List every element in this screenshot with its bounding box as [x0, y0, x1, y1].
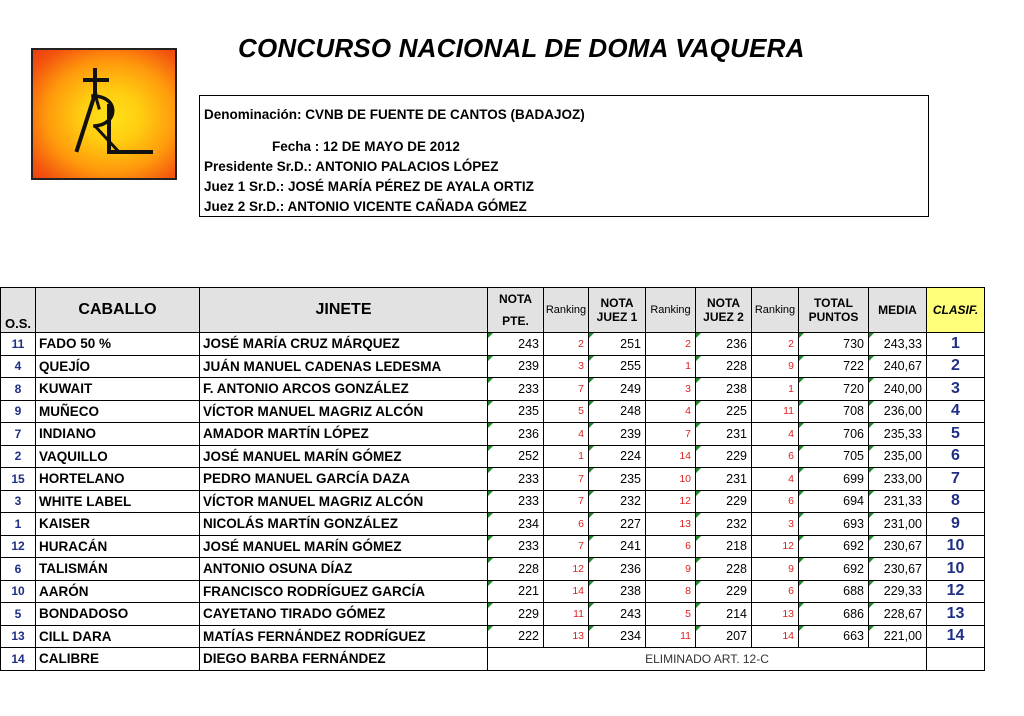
table-cell-clasif: 14 — [927, 625, 985, 648]
table-cell-nota-juez2: 225 — [696, 400, 752, 423]
table-cell-caballo: FADO 50 % — [36, 333, 200, 356]
table-cell-nota-pte: 239 — [488, 355, 544, 378]
table-cell-jinete: DIEGO BARBA FERNÁNDEZ — [200, 648, 488, 671]
table-row — [1, 333, 985, 356]
table-cell-nota-juez1: 227 — [589, 513, 646, 536]
table-cell-ranking-juez2: 6 — [752, 445, 799, 468]
table-cell-nota-pte: 234 — [488, 513, 544, 536]
header-nota-pte — [488, 288, 544, 333]
table-cell-media: 231,00 — [869, 513, 927, 536]
table-row — [1, 378, 985, 401]
table-cell-total: 706 — [799, 423, 869, 446]
table-cell-nota-juez2: 236 — [696, 333, 752, 356]
table-cell-media: 230,67 — [869, 535, 927, 558]
table-cell-ranking-juez2: 3 — [752, 513, 799, 536]
table-cell-ranking-juez2: 4 — [752, 468, 799, 491]
header-nota-juez1-line2: JUEZ 1 — [596, 310, 638, 324]
table-row — [1, 490, 985, 513]
table-cell-total: 688 — [799, 580, 869, 603]
table-cell-total: 708 — [799, 400, 869, 423]
table-cell-nota-juez1: 249 — [589, 378, 646, 401]
table-cell-os: 7 — [1, 423, 36, 446]
table-cell-media: 243,33 — [869, 333, 927, 356]
table-cell-ranking-pte: 6 — [544, 513, 589, 536]
table-cell-clasif: 4 — [927, 400, 985, 423]
table-cell-media: 235,33 — [869, 423, 927, 446]
header-nota-juez2-line2: JUEZ 2 — [703, 310, 744, 324]
table-cell-ranking-juez2: 6 — [752, 490, 799, 513]
table-cell-nota-juez1: 235 — [589, 468, 646, 491]
table-cell-media: 229,33 — [869, 580, 927, 603]
table-cell-clasif: 12 — [927, 580, 985, 603]
table-cell-total: 663 — [799, 625, 869, 648]
table-cell-caballo: BONDADOSO — [36, 603, 200, 626]
presidente-text: Presidente Sr.D.: ANTONIO PALACIOS LÓPEZ — [204, 159, 499, 174]
table-cell-clasif: 10 — [927, 535, 985, 558]
table-cell-jinete: CAYETANO TIRADO GÓMEZ — [200, 603, 488, 626]
header-total-puntos — [799, 288, 869, 333]
eliminated-note: ELIMINADO ART. 12-C — [488, 648, 927, 671]
table-cell-nota-juez2: 218 — [696, 535, 752, 558]
header-media: MEDIA — [869, 288, 927, 333]
table-cell-nota-pte: 221 — [488, 580, 544, 603]
table-cell-total: 694 — [799, 490, 869, 513]
table-cell-media: 231,33 — [869, 490, 927, 513]
table-cell-nota-juez1: 236 — [589, 558, 646, 581]
table-cell-os: 10 — [1, 580, 36, 603]
table-cell-os: 2 — [1, 445, 36, 468]
table-cell-nota-juez1: 234 — [589, 625, 646, 648]
table-cell-ranking-pte: 7 — [544, 378, 589, 401]
table-cell-caballo: KAISER — [36, 513, 200, 536]
table-cell-caballo: KUWAIT — [36, 378, 200, 401]
table-cell-os: 6 — [1, 558, 36, 581]
table-cell-media: 235,00 — [869, 445, 927, 468]
header-nota-juez2 — [696, 288, 752, 333]
table-cell-ranking-juez2: 9 — [752, 558, 799, 581]
table-cell-nota-pte: 233 — [488, 468, 544, 491]
table-cell-ranking-juez1: 8 — [646, 580, 696, 603]
results-table — [0, 287, 985, 671]
table-cell-nota-juez1: 232 — [589, 490, 646, 513]
juez2-text: Juez 2 Sr.D.: ANTONIO VICENTE CAÑADA GÓMEZ — [204, 199, 527, 214]
table-cell-ranking-pte: 7 — [544, 535, 589, 558]
table-cell-nota-juez1: 238 — [589, 580, 646, 603]
table-cell-total: 720 — [799, 378, 869, 401]
table-cell-jinete: ANTONIO OSUNA DÍAZ — [200, 558, 488, 581]
table-cell-caballo: WHITE LABEL — [36, 490, 200, 513]
table-row — [1, 513, 985, 536]
header-nota-juez2-line1: NOTA — [706, 296, 741, 310]
table-cell-ranking-juez1: 14 — [646, 445, 696, 468]
table-cell-nota-pte: 233 — [488, 490, 544, 513]
event-info-box — [199, 95, 929, 217]
table-cell-ranking-juez2: 2 — [752, 333, 799, 356]
table-cell-total: 693 — [799, 513, 869, 536]
table-cell-nota-juez2: 228 — [696, 355, 752, 378]
table-cell-clasif: 10 — [927, 558, 985, 581]
table-cell-clasif: 1 — [927, 333, 985, 356]
table-cell-os: 11 — [1, 333, 36, 356]
table-cell-ranking-juez1: 1 — [646, 355, 696, 378]
table-cell-nota-juez1: 251 — [589, 333, 646, 356]
table-cell-ranking-juez1: 11 — [646, 625, 696, 648]
header-nota-pte-line2: PTE. — [502, 314, 529, 328]
table-cell-media: 233,00 — [869, 468, 927, 491]
table-cell-nota-pte: 222 — [488, 625, 544, 648]
table-cell-ranking-pte: 5 — [544, 400, 589, 423]
table-cell-ranking-juez1: 7 — [646, 423, 696, 446]
table-cell-ranking-pte: 14 — [544, 580, 589, 603]
table-cell-ranking-juez1: 10 — [646, 468, 696, 491]
table-cell-media: 221,00 — [869, 625, 927, 648]
table-cell-jinete: F. ANTONIO ARCOS GONZÁLEZ — [200, 378, 488, 401]
juez1-text: Juez 1 Sr.D.: JOSÉ MARÍA PÉREZ DE AYALA ORTIZ — [204, 179, 534, 194]
table-cell-ranking-pte: 13 — [544, 625, 589, 648]
table-cell-clasif: 7 — [927, 468, 985, 491]
table-cell-ranking-juez2: 13 — [752, 603, 799, 626]
table-cell-ranking-juez2: 6 — [752, 580, 799, 603]
table-cell-os: 4 — [1, 355, 36, 378]
header-clasif: CLASIF. — [927, 288, 985, 333]
table-cell-nota-pte: 228 — [488, 558, 544, 581]
header-os: O.S. — [1, 288, 36, 333]
page-title: CONCURSO NACIONAL DE DOMA VAQUERA — [238, 33, 805, 63]
table-cell-ranking-juez2: 4 — [752, 423, 799, 446]
table-row — [1, 603, 985, 626]
table-cell-clasif: 2 — [927, 355, 985, 378]
table-cell-caballo: TALISMÁN — [36, 558, 200, 581]
table-cell-caballo: HORTELANO — [36, 468, 200, 491]
table-cell-nota-pte: 236 — [488, 423, 544, 446]
table-row — [1, 468, 985, 491]
table-cell-nota-juez2: 231 — [696, 423, 752, 446]
table-cell-ranking-pte: 2 — [544, 333, 589, 356]
table-cell-ranking-juez2: 9 — [752, 355, 799, 378]
header-nota-pte-line1: NOTA — [498, 292, 533, 306]
table-cell-nota-pte: 252 — [488, 445, 544, 468]
table-cell-ranking-pte: 12 — [544, 558, 589, 581]
table-cell-ranking-juez1: 13 — [646, 513, 696, 536]
arl-logo-graphic — [33, 50, 175, 178]
table-cell-jinete: JUÁN MANUEL CADENAS LEDESMA — [200, 355, 488, 378]
table-cell-os: 5 — [1, 603, 36, 626]
table-cell-ranking-pte: 7 — [544, 490, 589, 513]
table-row — [1, 535, 985, 558]
table-header-row — [1, 288, 985, 333]
table-cell-os: 3 — [1, 490, 36, 513]
table-cell-nota-juez2: 207 — [696, 625, 752, 648]
table-row — [1, 355, 985, 378]
table-cell-jinete: JOSÉ MANUEL MARÍN GÓMEZ — [200, 445, 488, 468]
table-cell-total: 699 — [799, 468, 869, 491]
table-cell-ranking-juez1: 6 — [646, 535, 696, 558]
table-cell-clasif: 13 — [927, 603, 985, 626]
table-cell-nota-juez2: 214 — [696, 603, 752, 626]
table-cell-jinete: AMADOR MARTÍN LÓPEZ — [200, 423, 488, 446]
table-cell-os: 15 — [1, 468, 36, 491]
arl-logo-icon — [31, 48, 177, 180]
header-nota-juez1 — [589, 288, 646, 333]
table-cell-nota-juez2: 238 — [696, 378, 752, 401]
table-cell-nota-juez2: 229 — [696, 580, 752, 603]
table-cell-media: 240,00 — [869, 378, 927, 401]
table-cell-ranking-juez1: 12 — [646, 490, 696, 513]
table-cell-nota-juez1: 255 — [589, 355, 646, 378]
table-cell-nota-pte: 235 — [488, 400, 544, 423]
table-cell-total: 692 — [799, 535, 869, 558]
table-cell-ranking-pte: 3 — [544, 355, 589, 378]
table-cell-ranking-pte: 7 — [544, 468, 589, 491]
table-cell-jinete: JOSÉ MARÍA CRUZ MÁRQUEZ — [200, 333, 488, 356]
table-cell-os: 13 — [1, 625, 36, 648]
header-total-line2: PUNTOS — [808, 310, 859, 324]
table-cell-caballo: CALIBRE — [36, 648, 200, 671]
table-cell-caballo: MUÑECO — [36, 400, 200, 423]
table-cell-nota-juez1: 248 — [589, 400, 646, 423]
table-row — [1, 625, 985, 648]
table-row-eliminated — [1, 648, 985, 671]
table-cell-nota-juez1: 224 — [589, 445, 646, 468]
table-cell-ranking-juez1: 9 — [646, 558, 696, 581]
header-ranking-juez2: Ranking — [752, 288, 799, 333]
table-cell-jinete: JOSÉ MANUEL MARÍN GÓMEZ — [200, 535, 488, 558]
denominacion-text: Denominación: CVNB DE FUENTE DE CANTOS (BADAJOZ) — [204, 107, 585, 122]
table-cell-ranking-juez2: 11 — [752, 400, 799, 423]
fecha-text: Fecha : 12 DE MAYO DE 2012 — [272, 139, 460, 154]
table-cell-nota-pte: 243 — [488, 333, 544, 356]
table-cell-nota-pte: 233 — [488, 378, 544, 401]
header-ranking-juez1: Ranking — [646, 288, 696, 333]
table-cell-os: 14 — [1, 648, 36, 671]
table-cell-ranking-juez1: 4 — [646, 400, 696, 423]
table-cell-total: 722 — [799, 355, 869, 378]
table-row — [1, 580, 985, 603]
header-jinete: JINETE — [200, 288, 488, 333]
table-cell-nota-juez2: 232 — [696, 513, 752, 536]
table-cell-total: 686 — [799, 603, 869, 626]
table-cell-jinete: FRANCISCO RODRÍGUEZ GARCÍA — [200, 580, 488, 603]
table-cell-jinete: VÍCTOR MANUEL MAGRIZ ALCÓN — [200, 400, 488, 423]
table-cell-caballo: HURACÁN — [36, 535, 200, 558]
table-cell-clasif: 9 — [927, 513, 985, 536]
table-cell-clasif — [927, 648, 985, 671]
table-row — [1, 423, 985, 446]
table-cell-media: 236,00 — [869, 400, 927, 423]
table-cell-media: 228,67 — [869, 603, 927, 626]
table-cell-ranking-pte: 4 — [544, 423, 589, 446]
header-caballo: CABALLO — [36, 288, 200, 333]
header-nota-juez1-line1: NOTA — [600, 296, 634, 310]
table-cell-nota-pte: 233 — [488, 535, 544, 558]
table-cell-clasif: 8 — [927, 490, 985, 513]
table-cell-nota-pte: 229 — [488, 603, 544, 626]
table-cell-nota-juez1: 239 — [589, 423, 646, 446]
header-ranking-pte: Ranking — [544, 288, 589, 333]
table-row — [1, 558, 985, 581]
header-total-line1: TOTAL — [814, 296, 853, 310]
table-cell-ranking-juez2: 1 — [752, 378, 799, 401]
table-cell-ranking-juez1: 5 — [646, 603, 696, 626]
table-cell-os: 12 — [1, 535, 36, 558]
table-cell-os: 9 — [1, 400, 36, 423]
table-cell-jinete: MATÍAS FERNÁNDEZ RODRÍGUEZ — [200, 625, 488, 648]
table-cell-ranking-juez1: 2 — [646, 333, 696, 356]
table-cell-media: 230,67 — [869, 558, 927, 581]
table-cell-os: 1 — [1, 513, 36, 536]
table-cell-os: 8 — [1, 378, 36, 401]
table-cell-ranking-pte: 11 — [544, 603, 589, 626]
table-cell-jinete: VÍCTOR MANUEL MAGRIZ ALCÓN — [200, 490, 488, 513]
table-cell-ranking-juez2: 12 — [752, 535, 799, 558]
table-cell-nota-juez2: 231 — [696, 468, 752, 491]
table-cell-jinete: PEDRO MANUEL GARCÍA DAZA — [200, 468, 488, 491]
table-row — [1, 445, 985, 468]
table-cell-media: 240,67 — [869, 355, 927, 378]
table-cell-ranking-juez2: 14 — [752, 625, 799, 648]
table-cell-clasif: 6 — [927, 445, 985, 468]
table-cell-ranking-pte: 1 — [544, 445, 589, 468]
table-cell-ranking-juez1: 3 — [646, 378, 696, 401]
table-cell-nota-juez2: 228 — [696, 558, 752, 581]
table-cell-caballo: AARÓN — [36, 580, 200, 603]
table-cell-clasif: 5 — [927, 423, 985, 446]
table-cell-nota-juez1: 241 — [589, 535, 646, 558]
table-cell-caballo: CILL DARA — [36, 625, 200, 648]
table-cell-caballo: QUEJÍO — [36, 355, 200, 378]
table-cell-total: 692 — [799, 558, 869, 581]
table-cell-nota-juez1: 243 — [589, 603, 646, 626]
table-cell-nota-juez2: 229 — [696, 445, 752, 468]
table-cell-jinete: NICOLÁS MARTÍN GONZÁLEZ — [200, 513, 488, 536]
table-cell-clasif: 3 — [927, 378, 985, 401]
table-cell-caballo: VAQUILLO — [36, 445, 200, 468]
table-cell-total: 705 — [799, 445, 869, 468]
table-cell-total: 730 — [799, 333, 869, 356]
table-cell-nota-juez2: 229 — [696, 490, 752, 513]
table-cell-caballo: INDIANO — [36, 423, 200, 446]
table-row — [1, 400, 985, 423]
